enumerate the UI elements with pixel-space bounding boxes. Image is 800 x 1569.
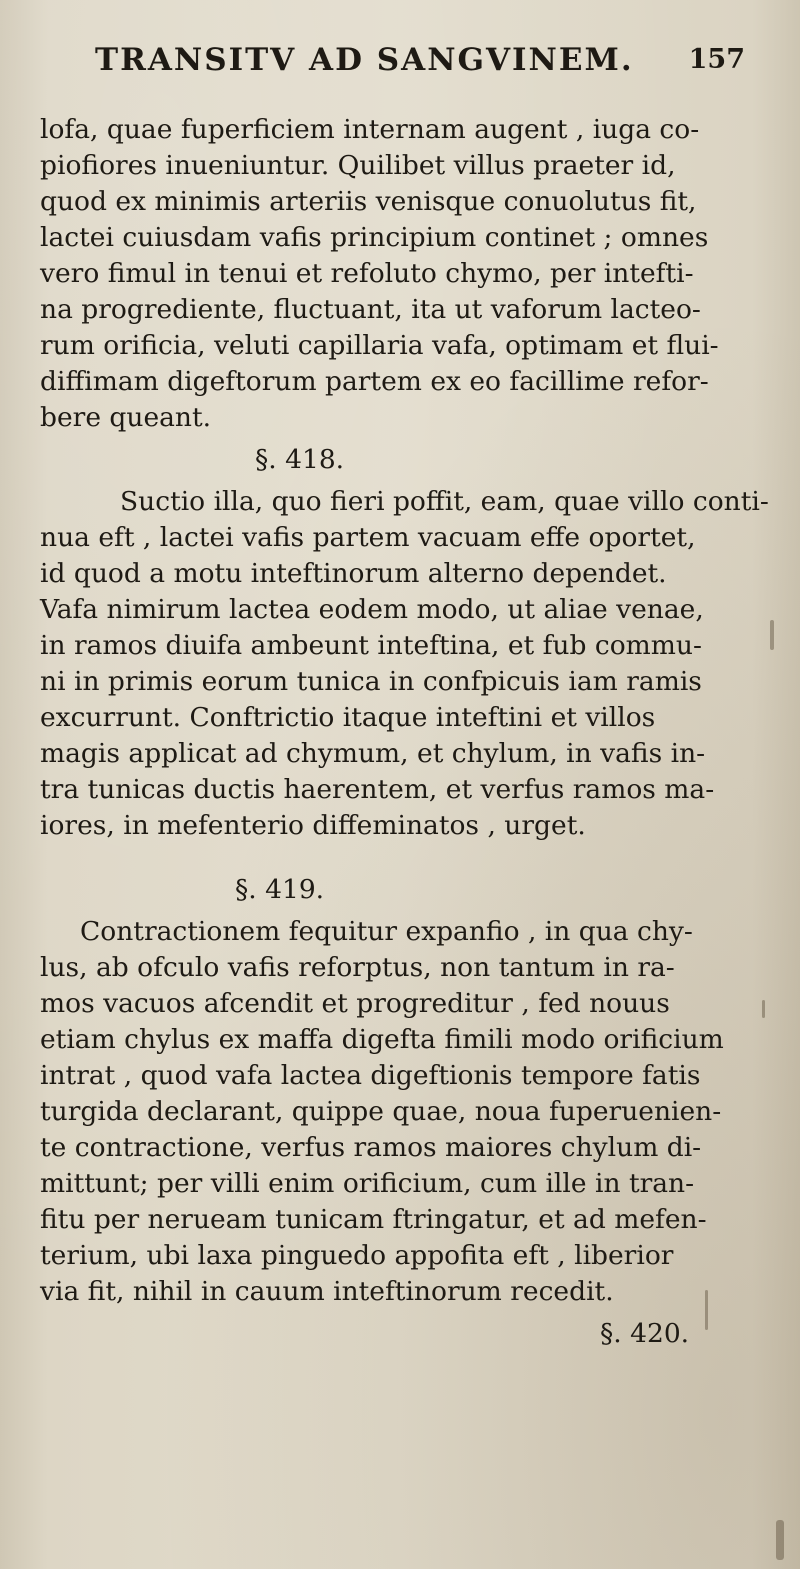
section-number-419: §. 419. — [235, 874, 325, 905]
paragraph-3 — [40, 914, 740, 1310]
text-line: Vafa nimirum lactea eodem modo, ut aliae venae, — [40, 594, 704, 625]
text-line: mos vacuos afcendit et progreditur , fed nouus — [40, 988, 670, 1019]
text-line: lofa, quae fuperficiem internam augent , iuga co- — [40, 114, 700, 145]
text-line: terium, ubi laxa pinguedo appofita eft , liberior — [40, 1240, 674, 1271]
text-line: mittunt; per villi enim orificium, cum ille in tran- — [40, 1168, 695, 1199]
text-line: lus, ab ofculo vafis reforptus, non tantum in ra- — [40, 952, 675, 983]
text-line: tra tunicas ductis haerentem, et verfus ramos ma- — [40, 774, 715, 805]
text-line: vero fimul in tenui et refoluto chymo, per intefti- — [40, 258, 694, 289]
text-line: ni in primis eorum tunica in confpicuis iam ramis — [40, 666, 702, 697]
paragraph-1 — [40, 112, 740, 436]
text-line: id quod a motu inteftinorum alterno dependet. — [40, 558, 667, 589]
paper-blemish — [705, 1290, 708, 1330]
paper-blemish — [762, 1000, 765, 1018]
text-line: diffimam digeftorum partem ex eo facillime refor- — [40, 366, 709, 397]
text-line: Contractionem fequitur expanfio , in qua chy- — [80, 916, 693, 947]
paper-blemish — [776, 1520, 784, 1560]
section-number-420: §. 420. — [600, 1318, 690, 1349]
text-line: magis applicat ad chymum, et chylum, in vafis in- — [40, 738, 706, 769]
text-line: intrat , quod vafa lactea digeftionis tempore fatis — [40, 1060, 701, 1091]
page-number: 157 — [688, 44, 745, 75]
text-line: nua eft , lactei vafis partem vacuam effe oportet, — [40, 522, 696, 553]
text-line: te contractione, verfus ramos maiores chylum di- — [40, 1132, 702, 1163]
text-line: turgida declarant, quippe quae, noua fuperuenien- — [40, 1096, 722, 1127]
text-line: via fit, nihil in cauum inteftinorum recedit. — [40, 1276, 614, 1307]
paper-blemish — [770, 620, 774, 650]
text-line: iores, in mefenterio diffeminatos , urget. — [40, 810, 586, 841]
paragraph-2 — [40, 484, 769, 844]
text-line: lactei cuiusdam vafis principium continet ; omnes — [40, 222, 709, 253]
running-head-title: TRANSITV AD SANGVINEM. — [95, 42, 634, 78]
text-line: fitu per nerueam tunicam ftringatur, et ad mefen- — [40, 1204, 707, 1235]
text-line: rum orificia, veluti capillaria vafa, optimam et flui- — [40, 330, 719, 361]
text-line: Suctio illa, quo fieri poffit, eam, quae villo conti- — [120, 486, 769, 517]
body-text — [40, 112, 769, 1358]
text-line: quod ex minimis arteriis venisque conuolutus fit, — [40, 186, 697, 217]
text-line: bere queant. — [40, 402, 212, 433]
running-head — [95, 42, 745, 92]
text-line: etiam chylus ex maffa digefta fimili modo orificium — [40, 1024, 724, 1055]
section-number-418: §. 418. — [255, 444, 345, 475]
text-line: na progrediente, fluctuant, ita ut vaforum lacteo- — [40, 294, 701, 325]
spacer — [40, 844, 740, 866]
text-line: piofiores inueniuntur. Quilibet villus praeter id, — [40, 150, 676, 181]
text-line: excurrunt. Conftrictio itaque inteftini et villos — [40, 702, 656, 733]
text-line: in ramos diuifa ambeunt inteftina, et fub commu- — [40, 630, 702, 661]
